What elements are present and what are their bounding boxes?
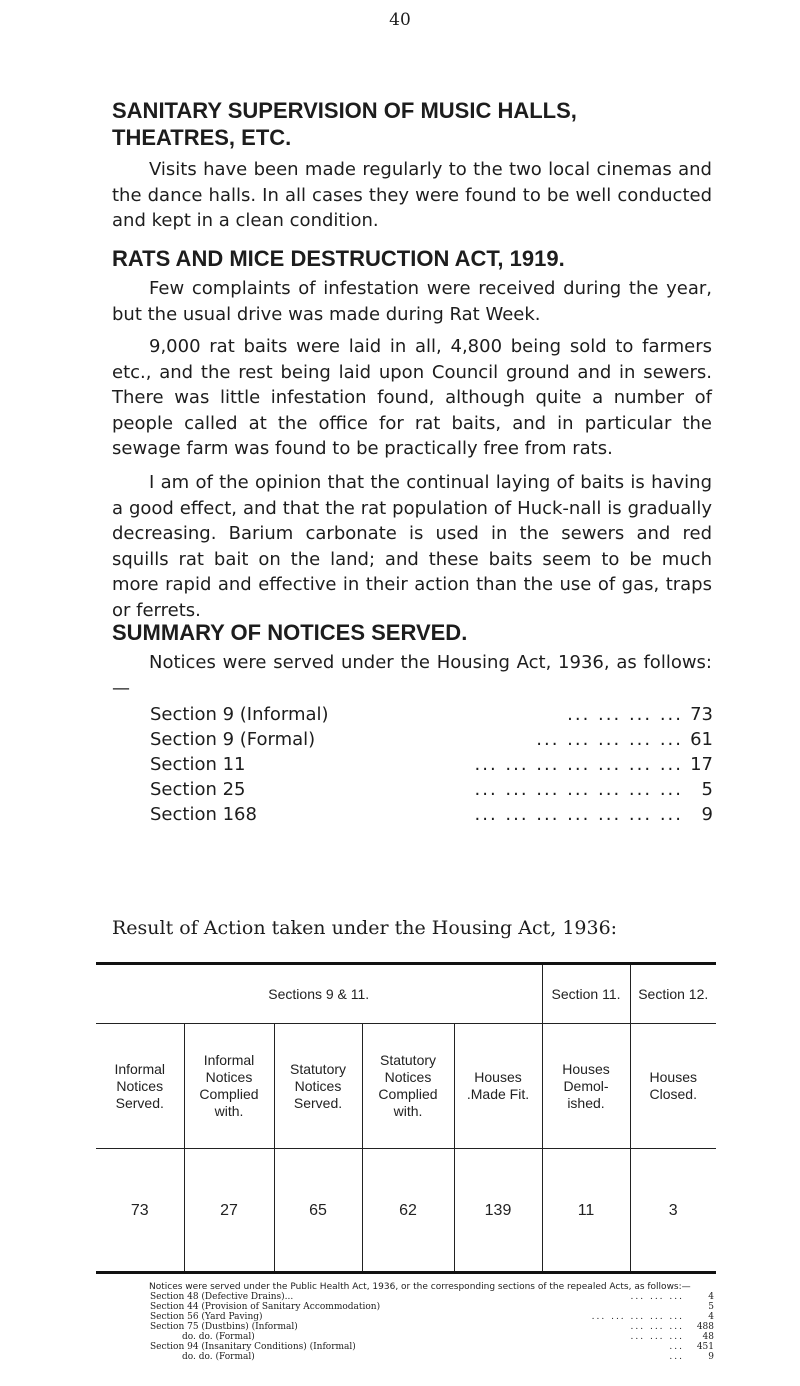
column-header: Houses Closed. [630, 1024, 716, 1149]
paragraph-music-halls: Visits have been made regularly to the two local cinemas and the dance halls. In all cases they were found to be well conducted and kept in a clean condition. [112, 159, 712, 231]
list-item [150, 752, 713, 777]
paragraph-housing-intro: Notices were served under the Housing Act, 1936, as follows:— [112, 652, 712, 699]
leader-dots: ... ... ... ... ... [591, 1312, 684, 1322]
list-item [112, 1342, 714, 1352]
result-caption: Result of Action taken under the Housing Act, 1936: [112, 917, 618, 939]
list-item [112, 1292, 714, 1302]
list-item-label: Section 44 (Provision of Sanitary Accommodation) [150, 1302, 381, 1312]
page-number: 40 [389, 10, 411, 30]
column-header: Statutory Notices Complied with. [362, 1024, 454, 1149]
list-item-label: Section 48 (Defective Drains)... [150, 1292, 294, 1302]
list-item [150, 727, 713, 752]
list-item-label: Section 9 (Formal) [150, 729, 316, 750]
list-item-label: Section 9 (Informal) [150, 704, 329, 725]
table-cell-value: 27 [184, 1149, 274, 1273]
list-item-label: Section 168 [150, 804, 257, 825]
list-item-label: Section 11 [150, 754, 246, 775]
list-item [150, 702, 713, 727]
leader-dots: ... ... ... [630, 1292, 684, 1302]
table-cell-value: 139 [454, 1149, 542, 1273]
table-cell-value: 11 [542, 1149, 630, 1273]
leader-dots: ... [669, 1342, 684, 1352]
column-header: Informal Notices Served. [114, 1060, 166, 1111]
list-item-label: Section 94 (Insanitary Conditions) (Informal) [150, 1342, 356, 1352]
table-cell-value: 65 [274, 1149, 362, 1273]
leader-dots: ... ... ... [630, 1332, 684, 1342]
list-item [112, 1302, 714, 1312]
list-item-label: Section 75 (Dustbins) (Informal) [150, 1322, 298, 1332]
list-item-value: 451 [696, 1342, 714, 1352]
table-cell-value: 3 [630, 1149, 716, 1273]
list-item [112, 1312, 714, 1322]
list-item-value: 9 [708, 1352, 714, 1362]
group-header-sections-9-11: Sections 9 & 11. [268, 985, 370, 1002]
list-item-value: 9 [701, 804, 713, 825]
leader-dots: ... ... ... ... ... ... ... [474, 754, 683, 775]
list-item-value: 5 [708, 1302, 714, 1312]
list-item-value: 61 [690, 729, 713, 750]
heading-music-halls-line2: THEATRES, ETC. [112, 125, 292, 150]
leader-dots: ... ... ... ... ... [536, 729, 683, 750]
list-item [112, 1332, 714, 1342]
list-item-value: 4 [708, 1312, 714, 1322]
list-item [112, 1352, 714, 1362]
leader-dots: ... ... ... ... [567, 704, 683, 725]
column-header: Informal Notices Complied with. [184, 1024, 274, 1149]
leader-dots: ... ... ... ... ... ... ... [474, 804, 683, 825]
table-cell-value: 62 [362, 1149, 454, 1273]
list-item [150, 777, 713, 802]
list-item-value: 488 [696, 1322, 714, 1332]
list-item-label: do. do. (Formal) [182, 1352, 255, 1362]
group-header-section-11: Section 11. [542, 964, 630, 1024]
list-item-label: Section 56 (Yard Paving) [150, 1312, 263, 1322]
leader-dots: ... [669, 1352, 684, 1362]
list-item-value: 73 [690, 704, 713, 725]
heading-rats-mice: RATS AND MICE DESTRUCTION ACT, 1919. [112, 246, 565, 271]
paragraph-rats-2: 9,000 rat baits were laid in all, 4,800 being sold to farmers etc., and the rest being laid upon Council ground and in sewers. There was little infestation found, although quite a number of people called at the office for rat baits, and in particular the sewage farm was found to be practically free from rats. [112, 336, 712, 459]
list-item-value: 48 [702, 1332, 714, 1342]
paragraph-rats-1: Few complaints of infestation were received during the year, but the usual drive was made during Rat Week. [112, 278, 712, 325]
list-item [112, 1322, 714, 1332]
column-header: Statutory Notices Served. [274, 1024, 362, 1149]
list-item-value: 17 [690, 754, 713, 775]
list-item-value: 5 [701, 779, 713, 800]
heading-summary-notices: SUMMARY OF NOTICES SERVED. [112, 620, 468, 645]
leader-dots: ... ... ... [630, 1322, 684, 1332]
heading-music-halls-line1: SANITARY SUPERVISION OF MUSIC HALLS, [112, 98, 577, 123]
housing-notices-list [150, 702, 713, 827]
list-item-label: do. do. (Formal) [182, 1332, 255, 1342]
list-item-value: 4 [708, 1292, 714, 1302]
list-item-label: Section 25 [150, 779, 246, 800]
column-header: Houses Demol-ished. [542, 1024, 630, 1149]
public-health-notices-list [112, 1292, 714, 1362]
paragraph-rats-3: I am of the opinion that the continual laying of baits is having a good effect, and that the rat population of Huck-nall is gradually decreasing. Barium carbonate is used in the sewers and red squills rat bait on the land; and these baits seem to be much more rapid and effective in their action than the use of gas, traps or ferrets. [112, 472, 712, 621]
group-header-section-12: Section 12. [630, 964, 716, 1024]
column-header: Houses .Made Fit. [454, 1024, 542, 1149]
paragraph-public-health-intro: Notices were served under the Public Health Act, 1936, or the corresponding sections of the repealed Acts, as follows:— [149, 1282, 691, 1292]
housing-results-table [96, 962, 716, 1274]
list-item [150, 802, 713, 827]
leader-dots: ... ... ... ... ... ... ... [474, 779, 683, 800]
table-cell-value: 73 [130, 1201, 149, 1219]
